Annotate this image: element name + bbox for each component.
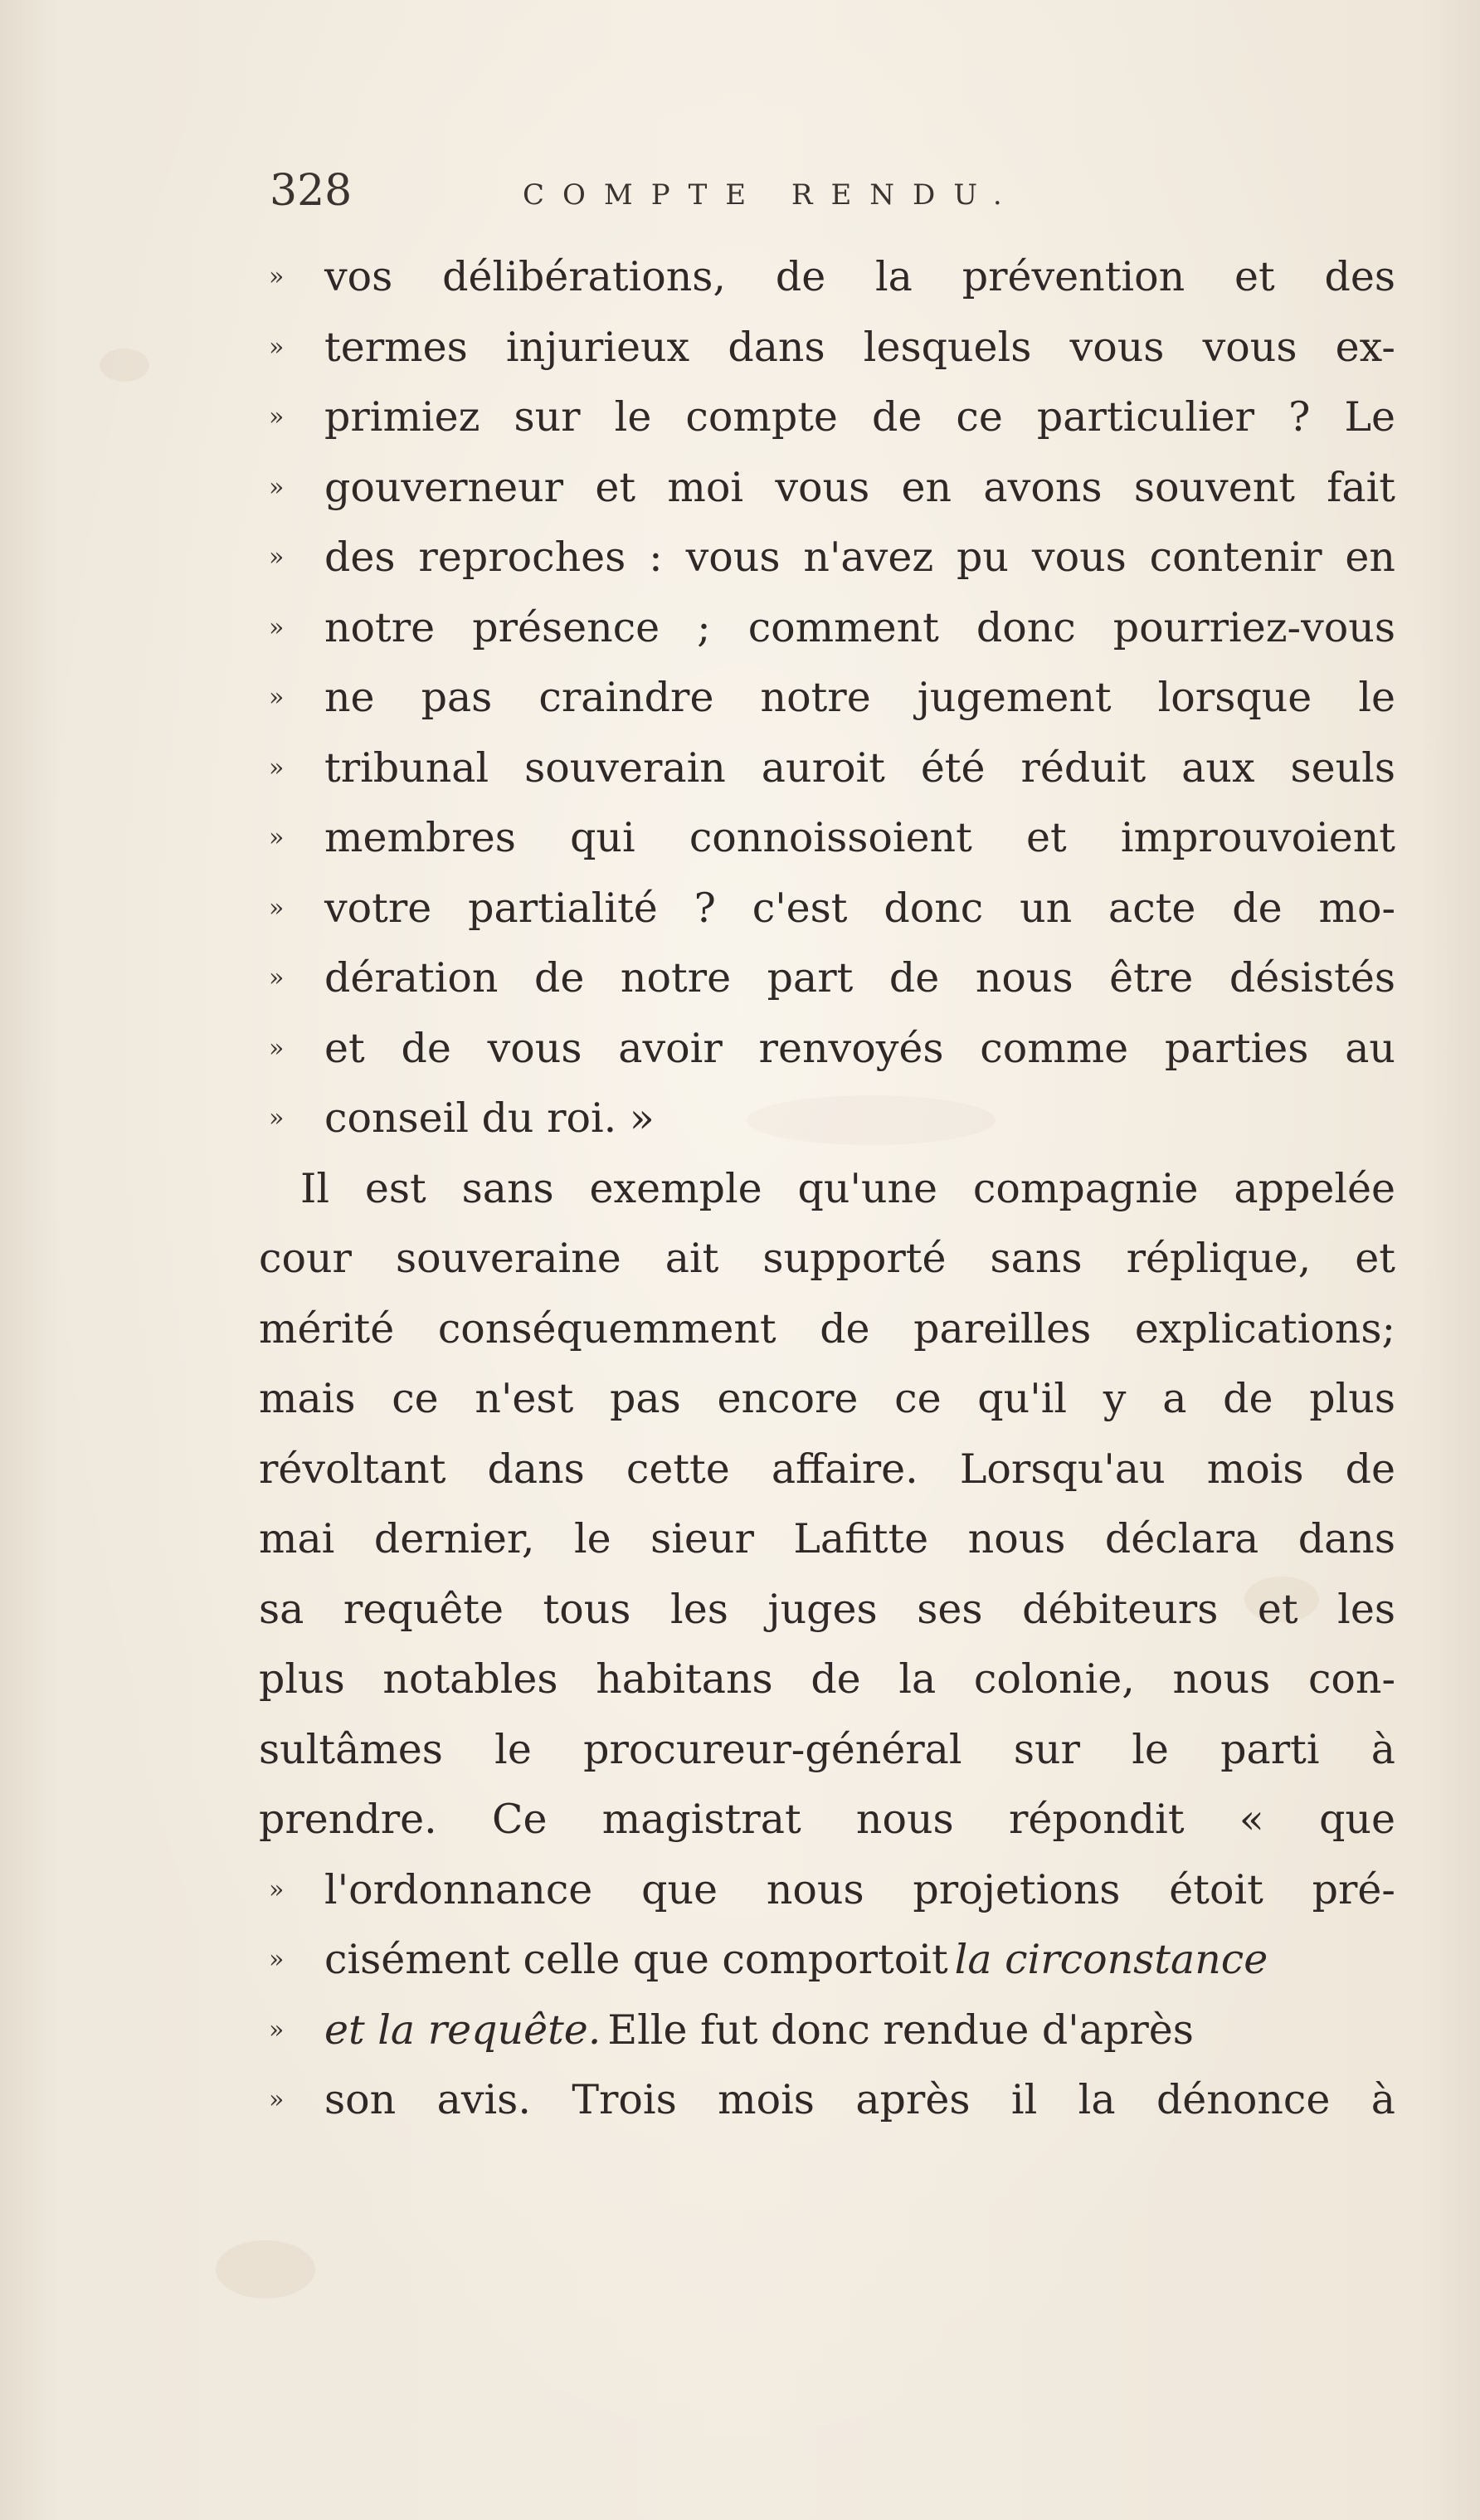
line-text: notre présence ; comment donc pourriez-vous (324, 603, 1395, 651)
text-line (259, 313, 1395, 383)
quote-mark: » (269, 1104, 285, 1133)
text-line (259, 663, 1395, 734)
line-text: l'ordonnance que nous projetions étoit pré- (324, 1865, 1395, 1913)
text-line (259, 1504, 1395, 1575)
text-line (259, 1364, 1395, 1435)
line-text: révoltant dans cette affaire. Lorsqu'au mois de (259, 1445, 1395, 1493)
quote-mark: » (269, 753, 285, 782)
quote-mark: » (269, 543, 285, 572)
line-text: des reproches : vous n'avez pu vous contenir en (324, 534, 1395, 581)
quote-mark: » (269, 612, 285, 642)
line-text: plus notables habitans de la colonie, nous con- (259, 1655, 1395, 1703)
text-line (259, 943, 1395, 1014)
text-line (259, 453, 1395, 524)
text-line (259, 1435, 1395, 1505)
text-line (259, 242, 1395, 313)
text-line (259, 383, 1395, 453)
quote-mark: » (269, 402, 285, 431)
text-line (259, 803, 1395, 874)
quote-mark: » (269, 893, 285, 923)
quote-mark: » (269, 1033, 285, 1063)
line-text: tribunal souverain auroit été réduit aux seuls (324, 743, 1395, 792)
page-number: 328 (270, 166, 353, 216)
line-text: mérité conséquemment de pareilles explications; (259, 1304, 1395, 1353)
line-text: gouverneur et moi vous en avons souvent fait (324, 463, 1395, 511)
text-line (259, 523, 1395, 593)
line-text: sultâmes le procureur-général sur le parti à (259, 1725, 1395, 1773)
text-line (259, 1925, 1395, 1996)
line-text: son avis. Trois mois après il la dénonce à (324, 2076, 1395, 2123)
quote-mark: » (269, 332, 285, 362)
quote-mark: » (269, 262, 285, 291)
text-line (259, 1785, 1395, 1855)
text-line (259, 734, 1395, 804)
quote-mark: » (269, 1874, 285, 1904)
line-text: dération de notre part de nous être désistés (324, 954, 1395, 1002)
text-line (259, 1715, 1395, 1786)
text-line (259, 1084, 1395, 1154)
paper-stain (100, 349, 149, 382)
page-header (270, 166, 1398, 232)
line-text: ne pas craindre notre jugement lorsque le (324, 674, 1395, 721)
text-line (259, 2065, 1395, 2136)
quote-mark: » (269, 2085, 285, 2114)
line-text: sa requête tous les juges ses débiteurs et les (259, 1585, 1395, 1633)
line-text: membres qui connoissoient et improuvoient (324, 814, 1395, 861)
line-text: cisément celle que comportoit (324, 1936, 948, 1983)
line-text: Il est sans exemple qu'une compagnie appelée (300, 1164, 1395, 1212)
text-line (259, 1154, 1395, 1225)
line-text: mais ce n'est pas encore ce qu'il y a de plus (259, 1375, 1395, 1422)
quote-mark: » (269, 963, 285, 992)
paper-stain (216, 2240, 315, 2298)
italic-text: et la requête. (324, 2006, 601, 2054)
quote-mark: » (269, 683, 285, 712)
running-title: COMPTE RENDU. (523, 178, 1020, 212)
line-text: primiez sur le compte de ce particulier ? Le (324, 393, 1395, 441)
body-text (259, 242, 1395, 2136)
line-text: et de vous avoir renvoyés comme parties au (324, 1024, 1395, 1072)
line-text: prendre. Ce magistrat nous répondit « que (259, 1796, 1395, 1843)
line-text: vos délibérations, de la prévention et des (324, 253, 1395, 300)
text-line (259, 1224, 1395, 1294)
text-line (259, 1575, 1395, 1645)
text-line (259, 1294, 1395, 1365)
text-line (259, 1014, 1395, 1085)
line-text: conseil du roi. » (324, 1094, 655, 1142)
line-text: termes injurieux dans lesquels vous vous ex- (324, 323, 1395, 371)
line-text: cour souveraine ait supporté sans réplique, et (259, 1235, 1395, 1282)
line-text: mai dernier, le sieur Lafitte nous déclara dans (259, 1515, 1395, 1562)
text-line (259, 1645, 1395, 1715)
italic-text: la circonstance (954, 1936, 1268, 1983)
quote-mark: » (269, 472, 285, 502)
quote-mark: » (269, 1945, 285, 1974)
quote-mark: » (269, 823, 285, 852)
text-line (259, 1996, 1395, 2066)
text-line (259, 1855, 1395, 1926)
quote-mark: » (269, 2015, 285, 2045)
line-text: Elle fut donc rendue d'après (607, 2006, 1194, 2054)
line-text: votre partialité ? c'est donc un acte de mo- (324, 884, 1395, 932)
text-line (259, 874, 1395, 944)
text-line (259, 593, 1395, 664)
